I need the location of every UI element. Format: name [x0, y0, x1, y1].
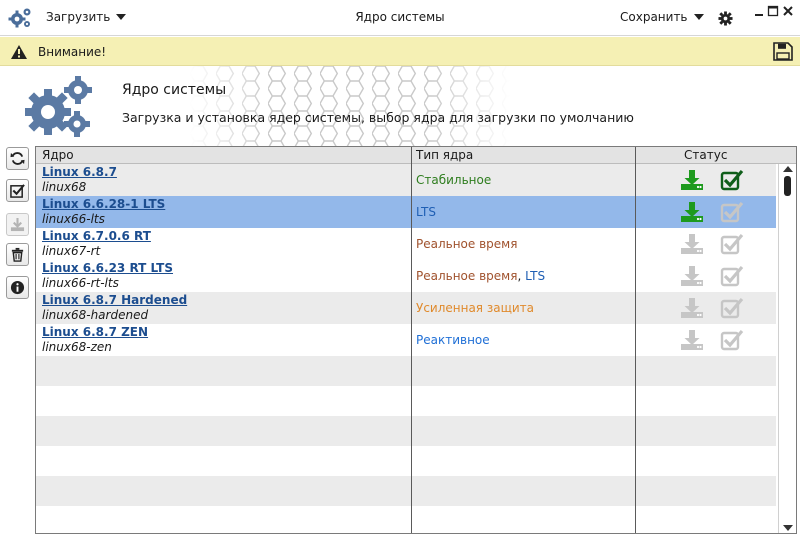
page-subtitle: Загрузка и установка ядер системы, выбор ядра для загрузки по умолчанию — [122, 110, 634, 125]
table-body — [36, 164, 776, 534]
kernel-name[interactable]: Linux 6.8.7 — [42, 165, 117, 179]
kernel-package: linux67-rt — [42, 244, 101, 258]
default-checkbox-icon[interactable] — [720, 297, 744, 319]
minimize-icon[interactable] — [753, 5, 765, 17]
table-row[interactable] — [36, 196, 776, 228]
column-header-type[interactable]: Тип ядра — [416, 148, 474, 162]
warning-bar — [0, 37, 800, 66]
download-icon[interactable] — [680, 233, 704, 255]
close-icon[interactable] — [782, 5, 794, 17]
chevron-down-icon — [116, 14, 126, 20]
download-icon[interactable] — [680, 201, 704, 223]
default-checkbox-icon[interactable] — [720, 329, 744, 351]
scroll-thumb[interactable] — [784, 176, 791, 196]
default-checkbox-icon[interactable] — [720, 233, 744, 255]
kernel-type-label: Стабильное — [416, 173, 492, 187]
kernel-package: linux68-hardened — [42, 308, 149, 322]
kernel-name[interactable]: Linux 6.8.7 ZEN — [42, 325, 149, 339]
floppy-disk-icon[interactable] — [772, 42, 794, 62]
warning-text: Внимание! — [38, 45, 107, 59]
column-header-status[interactable]: Статус — [684, 148, 728, 162]
load-menu-button[interactable] — [46, 10, 126, 24]
chevron-down-icon — [694, 14, 704, 20]
save-menu-label: Сохранить — [620, 10, 688, 24]
vertical-scrollbar[interactable] — [778, 164, 796, 534]
window-title: Ядро системы — [355, 10, 445, 24]
kernel-name[interactable]: Linux 6.6.23 RT LTS — [42, 261, 174, 275]
kernel-type — [416, 173, 491, 187]
download-icon[interactable] — [680, 297, 704, 319]
kernel-name[interactable]: Linux 6.6.28-1 LTS — [42, 197, 166, 211]
empty-row — [36, 386, 776, 416]
table-header — [36, 147, 796, 164]
kernel-type — [416, 301, 534, 315]
table-row[interactable] — [36, 260, 776, 292]
remove-button[interactable] — [6, 243, 29, 266]
kernel-type — [416, 269, 545, 283]
maximize-icon[interactable] — [767, 5, 779, 17]
empty-row — [36, 356, 776, 386]
kernel-type-label: Реальное время — [416, 237, 518, 251]
gears-icon — [24, 74, 94, 140]
kernel-type-extra-label: LTS — [525, 269, 546, 283]
column-header-kernel[interactable]: Ядро — [42, 148, 74, 162]
scroll-up-arrow-icon[interactable] — [783, 166, 793, 172]
kernel-table — [35, 146, 797, 534]
header-banner — [0, 66, 800, 146]
download-icon[interactable] — [680, 265, 704, 287]
refresh-button[interactable] — [6, 147, 29, 170]
gear-icon[interactable] — [718, 11, 733, 26]
app-gears-icon — [8, 7, 32, 29]
column-divider — [635, 147, 636, 534]
load-menu-label: Загрузить — [46, 10, 111, 24]
kernel-type — [416, 237, 517, 251]
kernel-type-separator: , — [517, 269, 526, 283]
table-row[interactable] — [36, 324, 776, 356]
refresh-icon — [10, 151, 25, 166]
kernel-name[interactable]: Linux 6.8.7 Hardened — [42, 293, 188, 307]
kernel-type-label: Усиленная защита — [416, 301, 535, 315]
scroll-down-arrow-icon[interactable] — [783, 525, 793, 531]
empty-row — [36, 506, 776, 534]
install-button[interactable] — [6, 213, 29, 236]
info-button[interactable] — [6, 276, 29, 299]
table-row[interactable] — [36, 164, 776, 196]
checkbox-icon — [10, 183, 25, 198]
table-row[interactable] — [36, 292, 776, 324]
empty-row — [36, 416, 776, 446]
table-row[interactable] — [36, 228, 776, 260]
kernel-type-label: LTS — [416, 205, 436, 219]
empty-row — [36, 476, 776, 506]
kernel-type-label: Реальное время — [416, 269, 518, 283]
kernel-package: linux66-rt-lts — [42, 276, 119, 290]
kernel-package: linux66-lts — [42, 212, 105, 226]
kernel-type — [416, 333, 490, 347]
download-icon[interactable] — [680, 329, 704, 351]
download-icon[interactable] — [680, 169, 704, 191]
warning-icon — [10, 44, 28, 60]
kernel-name[interactable]: Linux 6.7.0.6 RT — [42, 229, 151, 243]
default-checkbox-icon[interactable] — [720, 169, 744, 191]
kernel-package: linux68-zen — [42, 340, 112, 354]
column-divider — [411, 147, 412, 534]
set-default-button[interactable] — [6, 179, 29, 202]
title-bar — [0, 0, 800, 36]
kernel-type-label: Реактивное — [416, 333, 490, 347]
trash-icon — [10, 247, 25, 262]
info-icon — [10, 280, 25, 295]
kernel-type — [416, 205, 436, 219]
save-menu-button[interactable] — [620, 10, 704, 24]
download-icon — [10, 217, 25, 232]
hexagon-pattern — [190, 66, 510, 146]
empty-row — [36, 446, 776, 476]
kernel-package: linux68 — [42, 180, 87, 194]
page-title: Ядро системы — [122, 82, 227, 98]
default-checkbox-icon[interactable] — [720, 201, 744, 223]
default-checkbox-icon[interactable] — [720, 265, 744, 287]
